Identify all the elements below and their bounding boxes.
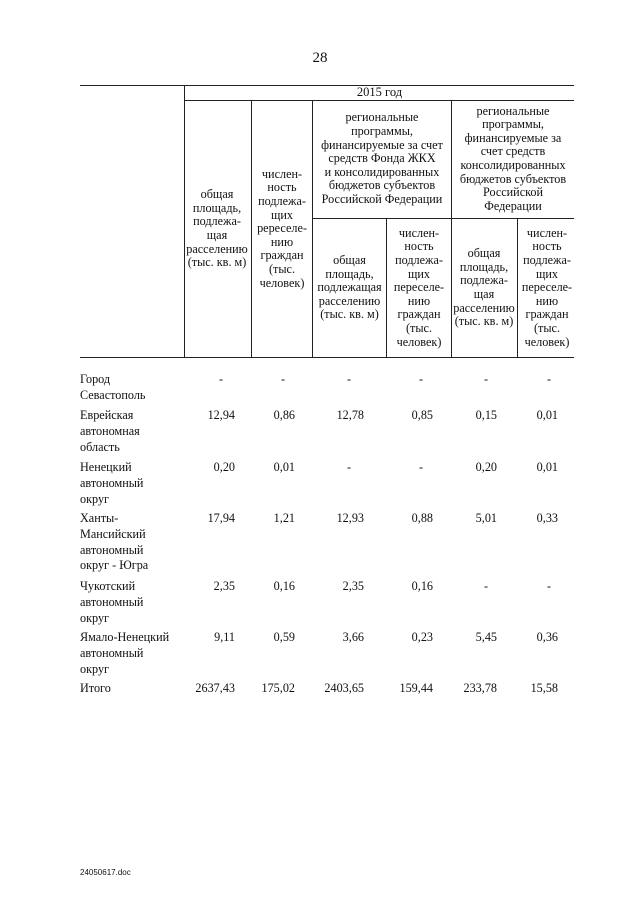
table-cell: 2,35 (213, 579, 235, 593)
table-cell-total: 175,02 (261, 681, 295, 695)
table-cell: 0,36 (536, 630, 558, 644)
table-cell: 0,01 (273, 460, 295, 474)
header-year: 2015 год (356, 85, 403, 100)
table-cell: 3,66 (342, 630, 364, 644)
page-number: 28 (312, 50, 328, 66)
table-cell: 0,15 (475, 408, 497, 422)
table-cell: - (418, 460, 423, 474)
header-cons-area: общая площадь, подлежа- щая расселению (тыс. кв. м) (453, 246, 515, 329)
row-label-nenets-ao: Ненецкий автономный округ (80, 460, 144, 506)
table-cell: - (483, 372, 488, 386)
header-bottom-rule (80, 357, 574, 358)
table-cell: 5,45 (475, 630, 497, 644)
table-cell-total: 2403,65 (324, 681, 364, 695)
table-cell: - (546, 579, 551, 593)
table-cell: 12,93 (336, 511, 364, 525)
table-cell: - (346, 460, 351, 474)
table-cell: 0,01 (536, 408, 558, 422)
header-total-area: общая площадь, подлежа- щая расселению (тыс. кв. м) (186, 187, 248, 270)
footer-doc-name: 24050617.doc (80, 868, 131, 877)
table-cell: 0,01 (536, 460, 558, 474)
table-cell: 0,20 (475, 460, 497, 474)
table-cell: - (280, 372, 285, 386)
row-label-chukotka-ao: Чукотский автономный округ (80, 579, 144, 625)
table-cell: 0,16 (411, 579, 433, 593)
table-cell-total: 159,44 (399, 681, 433, 695)
table-cell: - (483, 579, 488, 593)
table-cell: 0,85 (411, 408, 433, 422)
table-cell-total: 233,78 (463, 681, 497, 695)
table-cell: 0,59 (273, 630, 295, 644)
table-cell: 9,11 (214, 630, 235, 644)
row-label-sevastopol: Город Севастополь (80, 372, 146, 402)
table-cell: 0,86 (273, 408, 295, 422)
table-cell: - (418, 372, 423, 386)
row-label-yamalo-nenets-ao: Ямало-Ненецкий автономный округ (80, 630, 170, 676)
row-label-total: Итого (80, 681, 111, 695)
table-cell: 5,01 (475, 511, 497, 525)
table-cell: 0,20 (213, 460, 235, 474)
table-cell: 0,16 (273, 579, 295, 593)
table-cell: 12,78 (336, 408, 364, 422)
table-cell: 0,88 (411, 511, 433, 525)
header-total-people: числен- ность подлежа- щих pереселе- нию граждан (тыс. человек) (257, 166, 307, 290)
header-fund-people: числен- ность подлежа- щих переселе- нию граждан (тыс. человек) (393, 225, 445, 349)
header-cons-people: числен- ность подлежа- щих переселе- нию граждан (тыс. человек) (521, 225, 573, 349)
table-cell-total: 15,58 (530, 681, 558, 695)
table-cell: - (218, 372, 223, 386)
table-cell: 2,35 (342, 579, 364, 593)
row-label-jewish-ao: Еврейская автономная область (80, 408, 140, 454)
header-fund-area: общая площадь, подлежащая расселению (тыс. кв. м) (317, 253, 382, 322)
header-group-fund: региональные программы, финансируемые за счет средств Фонда ЖКХ и консолидированных бюджетов субъектов Российской Федерации (321, 110, 443, 206)
table-cell: 1,21 (273, 511, 295, 525)
table-cell: 0,23 (411, 630, 433, 644)
table-cell-total: 2637,43 (195, 681, 235, 695)
header-group-consolidated: региональные программы, финансируемые за счет средств консолидированных бюджетов субъектов Российской Федерации (459, 103, 567, 213)
table-cell: 12,94 (207, 408, 235, 422)
table-cell: 0,33 (536, 511, 558, 525)
table-cell: - (346, 372, 351, 386)
table-cell: - (546, 372, 551, 386)
table-cell: 17,94 (207, 511, 235, 525)
row-label-khanty-mansi-ao: Ханты- Мансийский автономный округ - Югра (80, 511, 149, 573)
